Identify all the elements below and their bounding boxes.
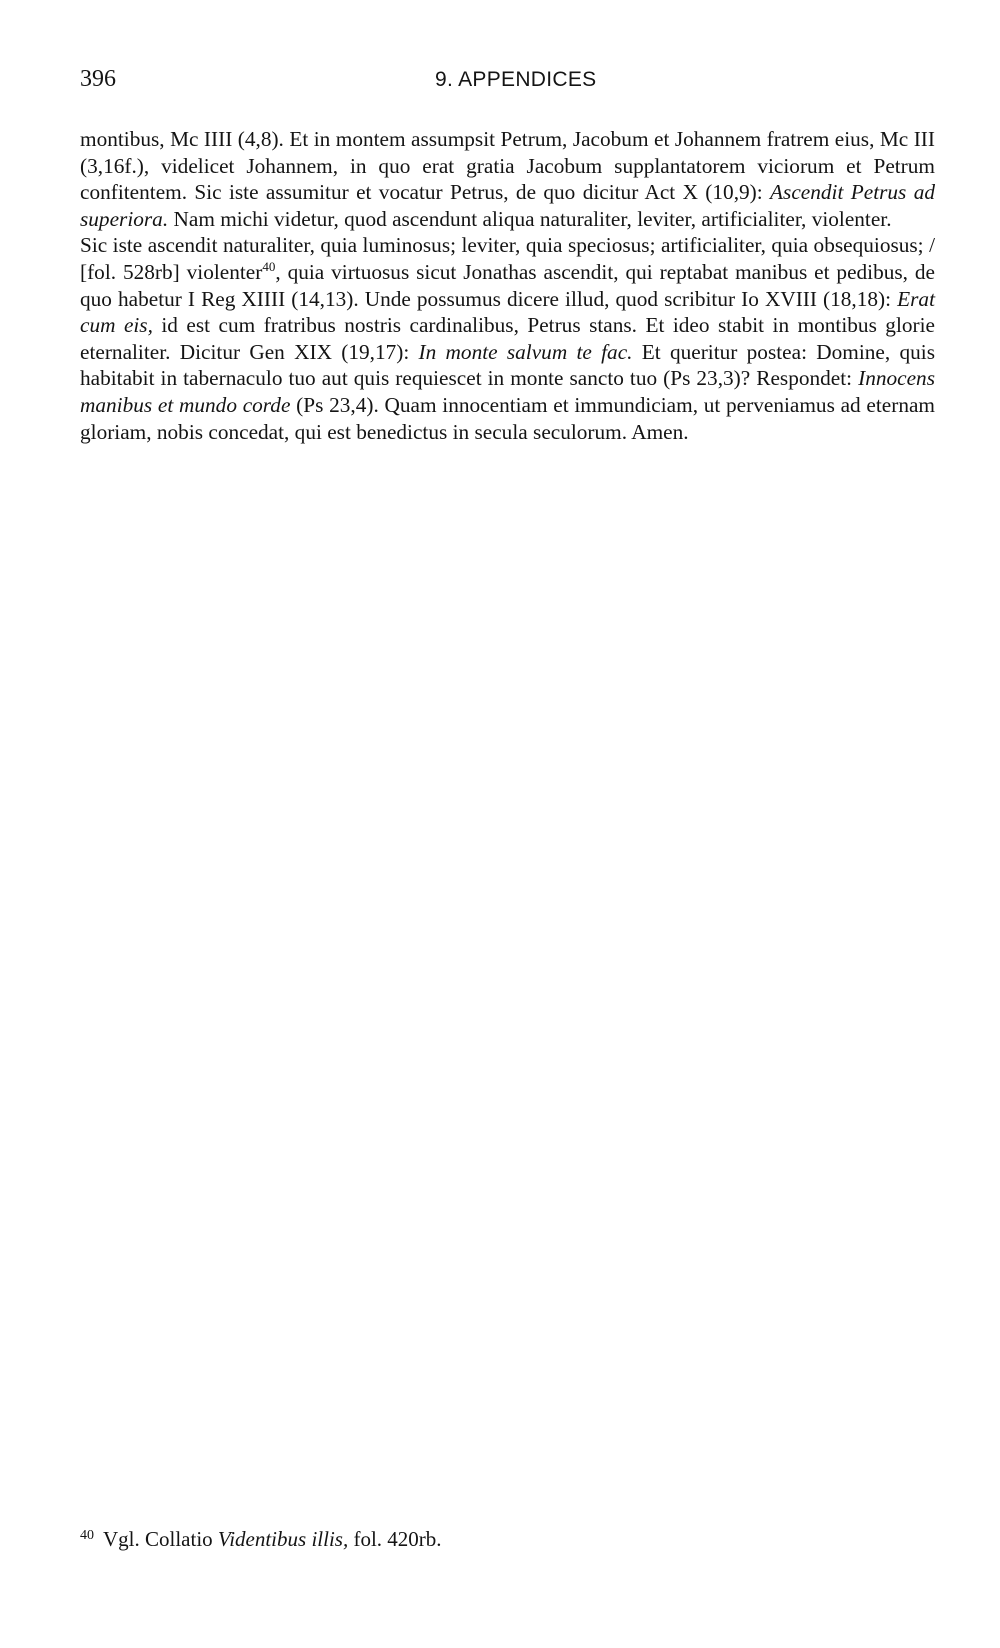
italic-quote: Erat cum eis, [80, 286, 935, 338]
italic-quote: In monte salvum te fac. [418, 339, 633, 364]
paragraph-1 [80, 126, 935, 232]
italic-quote: Innocens manibus et mundo corde [80, 366, 935, 417]
text-run: (Ps 23,4). Quam innocentiam et immundiciam, ut perveniamus ad eternam gloriam, nobis concedat, qui est benedictus in secula seculorum. Amen. [80, 392, 935, 444]
footnote-40 [80, 1525, 935, 1553]
page-header [80, 64, 935, 100]
text-run: , quia virtuosus sicut Jonathas ascendit, qui reptabat manibus et pedibus, de quo habetur I Reg XIIII (14,13). Unde possumus dicere illud, quod scribitur Io XVIII (18,18): [80, 259, 935, 311]
footnote-italic-title: Videntibus illis, [217, 1527, 349, 1551]
main-text [80, 126, 935, 445]
page-number: 396 [80, 66, 116, 92]
footnote-number: 40 [80, 1528, 94, 1543]
running-head: 9. APPENDICES [435, 68, 597, 91]
footnote-text: Vgl. Collatio [103, 1527, 218, 1551]
text-run: Sic iste ascendit naturaliter, quia luminosus; leviter, quia speciosus; artificialiter, quia obsequiosus; / [fol. 528rb] violenter [80, 233, 935, 284]
footnote-text: fol. 420rb. [348, 1527, 442, 1551]
italic-quote: Ascendit Petrus ad superiora. [80, 180, 935, 231]
text-run: Nam michi videtur, quod ascendunt aliqua naturaliter, leviter, artificialiter, violenter. [168, 206, 892, 231]
text-run: montibus, Mc IIII (4,8). Et in montem assumpsit Petrum, Jacobum et Johannem fratrem eius, Mc III (3,16f.), videlicet Johannem, in quo erat gratia Jacobum supplantatorem viciorum et Petrum confitentem. Sic iste assumitur et vocatur Petrus, de quo dicitur Act X (10,9): [80, 127, 935, 205]
paragraph-2 [80, 232, 935, 445]
text-run: id est cum fratribus nostris cardinalibus, Petrus stans. Et ideo stabit in montibus glorie eternaliter. Dicitur Gen XIX (19,17): [80, 313, 935, 364]
text-run: Et queritur postea: Domine, quis habitabit in tabernaculo tuo aut quis requiescet in monte sancto tuo (Ps 23,3)? Respondet: [80, 339, 935, 391]
footnote-reference[interactable]: 40 [262, 258, 276, 274]
